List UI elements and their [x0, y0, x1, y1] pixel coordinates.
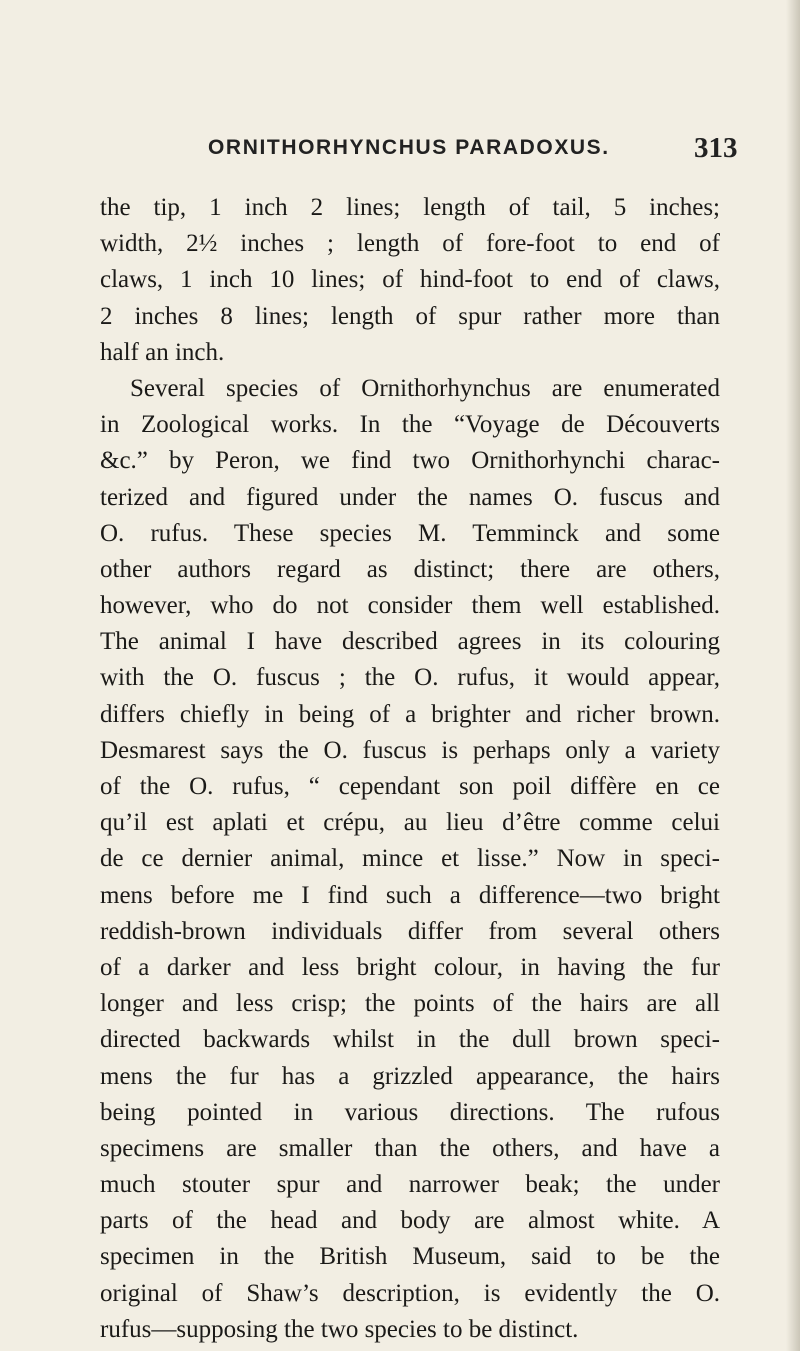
text-line: of a darker and less bright colour, in having the fur: [100, 953, 720, 981]
text-line: being pointed in various directions. The rufous: [100, 1098, 720, 1126]
text-line: differs chiefly in being of a brighter and richer brown.: [100, 700, 720, 728]
paragraph-2: [100, 371, 720, 1348]
text-line: The animal I have described agrees in its colouring: [100, 628, 720, 656]
text-line: width, 2½ inches ; length of fore-foot to end of: [100, 230, 720, 258]
text-line: 2 inches 8 lines; length of spur rather more than: [100, 302, 720, 330]
text-line: in Zoological works. In the “Voyage de Découverts: [100, 411, 720, 439]
text-line: mens the fur has a grizzled appearance, the hairs: [100, 1062, 720, 1090]
text-line: directed backwards whilst in the dull brown speci-: [100, 1026, 720, 1054]
page-edge-shadow: [786, 0, 800, 1351]
text-line: rufus—supposing the two species to be distinct.: [100, 1315, 579, 1343]
text-line: however, who do not consider them well established.: [100, 592, 720, 620]
text-line: Several species of Ornithorhynchus are enumerated: [130, 374, 720, 402]
text-line: with the O. fuscus ; the O. rufus, it would appear,: [100, 664, 720, 692]
text-line: other authors regard as distinct; there are others,: [100, 555, 720, 583]
text-line: half an inch.: [100, 338, 225, 366]
text-line: much stouter spur and narrower beak; the under: [100, 1171, 720, 1199]
text-line: terized and figured under the names O. fuscus and: [100, 483, 720, 511]
text-line: de ce dernier animal, mince et lisse.” Now in speci-: [100, 845, 720, 873]
text-line: O. rufus. These species M. Temminck and some: [100, 519, 720, 547]
text-line: of the O. rufus, “ cependant son poil diffère en ce: [100, 773, 720, 800]
text-line: specimen in the British Museum, said to be the: [100, 1243, 720, 1271]
text-line: mens before me I find such a difference—two bright: [100, 881, 720, 909]
text-line: &c.” by Peron, we find two Ornithorhynchi charac-: [100, 447, 720, 475]
paragraph-1: [100, 190, 720, 371]
text-line: parts of the head and body are almost white. A: [100, 1207, 720, 1235]
page-header: [0, 132, 800, 172]
text-line: claws, 1 inch 10 lines; of hind-foot to end of claws,: [100, 266, 720, 294]
page-number: 313: [694, 132, 738, 164]
running-title: ORNITHORHYNCHUS PARADOXUS.: [208, 136, 610, 159]
text-line: specimens are smaller than the others, and have a: [100, 1134, 720, 1162]
text-line: Desmarest says the O. fuscus is perhaps only a variety: [100, 736, 720, 764]
body-text: [100, 190, 720, 1348]
text-line: longer and less crisp; the points of the hairs are all: [100, 990, 720, 1018]
text-line: original of Shaw’s description, is evidently the O.: [100, 1279, 720, 1307]
text-line: qu’il est aplati et crépu, au lieu d’être comme celui: [100, 809, 720, 837]
text-line: reddish-brown individuals differ from several others: [100, 917, 720, 945]
text-line: the tip, 1 inch 2 lines; length of tail, 5 inches;: [100, 194, 720, 221]
